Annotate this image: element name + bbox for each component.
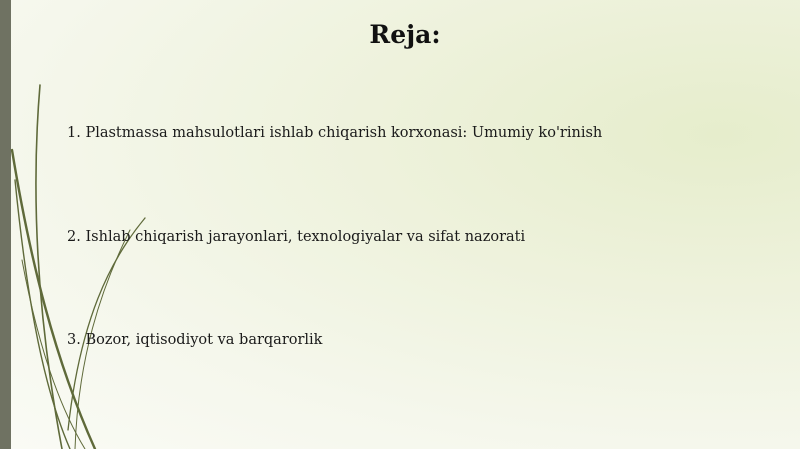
grass-stems-decoration-icon [0,0,200,449]
slide-title: Reja: [369,20,441,49]
agenda-item-3: 3. Bozor, iqtisodiyot va barqarorlik [67,332,323,348]
agenda-item-1: 1. Plastmassa mahsulotlari ishlab chiqarish korxonasi: Umumiy ko'rinish [67,125,603,141]
agenda-item-2: 2. Ishlab chiqarish jarayonlari, texnologiyalar va sifat nazorati [67,229,526,245]
